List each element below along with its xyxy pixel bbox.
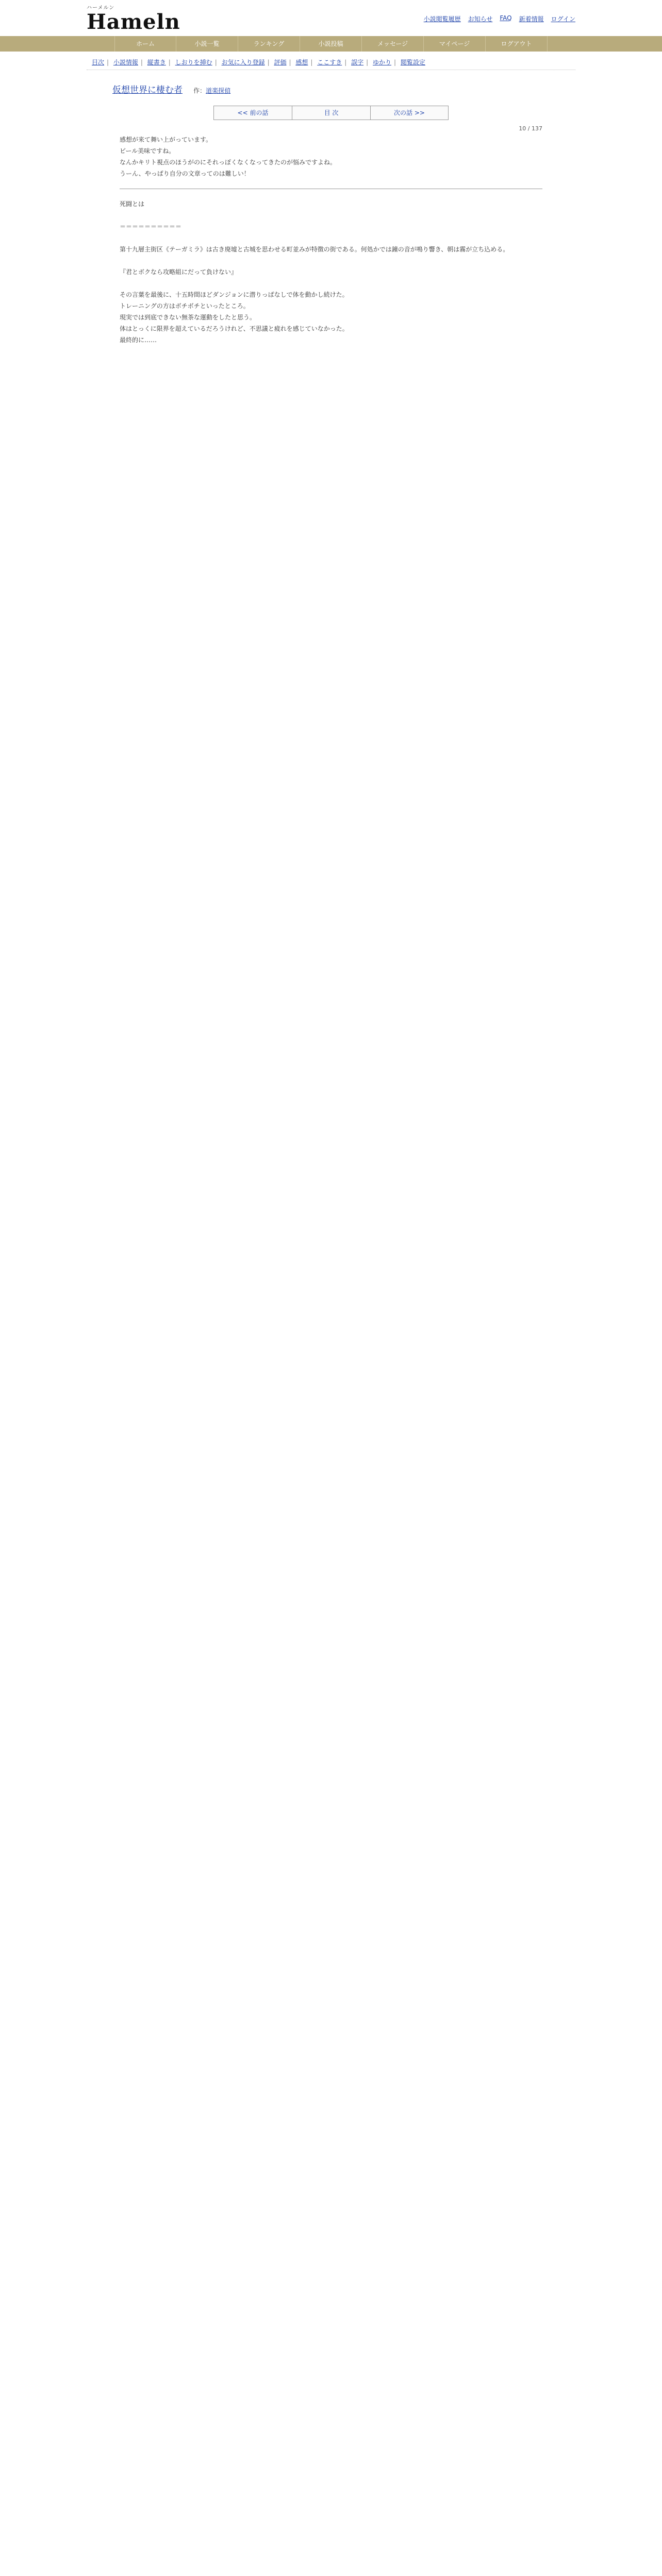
body-paragraph	[120, 278, 542, 289]
main-nav-logout[interactable]: ログアウト	[486, 36, 548, 52]
body-paragraph: 『君とボクなら攻略組にだって負けない』	[120, 268, 238, 276]
body-paragraph: 第十九層主街区《テーガミラ》は古き廃墟と古城を思わせる町並みが特徴の街である。何処かでは鐘の音が鳴り響き、朝は霧が立ち込める。	[120, 246, 509, 253]
top-link-updates[interactable]: 新着情報	[519, 15, 544, 23]
sub-nav-separator: |	[267, 59, 270, 66]
sub-nav-typo[interactable]: 誤字	[351, 59, 364, 66]
sub-nav-separator: |	[366, 59, 369, 66]
sub-nav-comments[interactable]: 感想	[295, 59, 308, 66]
sub-nav-separator: |	[107, 59, 109, 66]
prev-episode-button[interactable]: << 前の話	[213, 106, 292, 120]
body-paragraph: 体はとっくに限界を超えているだろうけれど、不思議と疲れを感じていなかった。	[120, 325, 349, 332]
episode-pager-top	[87, 106, 575, 120]
sub-nav-separator: |	[214, 59, 217, 66]
body-paragraph: その言葉を最後に、十五時間ほどダンジョンに潜りっぱなしで体を動かし続けた。	[120, 291, 349, 298]
novel-sub-nav	[87, 55, 575, 70]
body-paragraph: 現実では到底できない無茶な運動をしたと思う。	[120, 314, 256, 321]
sub-nav-rating[interactable]: 評価	[274, 59, 287, 66]
sub-nav-separator: |	[168, 59, 171, 66]
next-episode-button[interactable]: 次の話 >>	[370, 106, 449, 120]
novel-title[interactable]: 仮想世界に棲む者	[112, 85, 183, 95]
main-nav-mypage[interactable]: マイページ	[424, 36, 486, 52]
toc-button[interactable]: 目 次	[292, 106, 370, 120]
main-nav-messages[interactable]: メッセージ	[362, 36, 424, 52]
top-link-history[interactable]: 小説閲覧履歴	[423, 15, 461, 23]
body-paragraph	[120, 210, 542, 221]
body-paragraph: 最終的に……	[120, 336, 157, 344]
body-paragraph	[120, 232, 542, 244]
body-paragraph: ＝＝＝＝＝＝＝＝＝＝	[120, 223, 182, 230]
top-links	[417, 14, 575, 23]
sub-nav-favorite[interactable]: お気に入り登録	[221, 59, 265, 66]
main-nav-novels[interactable]: 小説一覧	[176, 36, 238, 52]
preface-paragraph: ビール美味ですね。	[120, 147, 175, 155]
site-tagline: ハーメルン	[87, 5, 115, 11]
author-link[interactable]: 道楽探偵	[206, 87, 231, 94]
main-content	[87, 70, 575, 346]
body-paragraph: 死闘とは	[120, 200, 145, 208]
sub-nav-separator: |	[140, 59, 143, 66]
page-count: 10 / 137	[519, 125, 542, 132]
author-line	[193, 87, 230, 94]
top-bar	[0, 0, 662, 36]
body-paragraph	[120, 255, 542, 266]
chapter-text	[120, 198, 542, 346]
sub-nav-kokosuki[interactable]: ここすき	[317, 59, 342, 66]
top-link-faq[interactable]: FAQ	[500, 14, 512, 22]
main-nav-ranking[interactable]: ランキング	[238, 36, 300, 52]
body-paragraph: トレーニングの方はボチボチといったところ。	[120, 302, 250, 310]
novel-body	[120, 134, 542, 346]
top-link-login[interactable]: ログイン	[551, 15, 575, 23]
author-label: 作：	[193, 87, 206, 94]
preface-paragraph: なんかキリト視点のほうがのにそれっぽくなくなってきたのが悩みですよね。	[120, 159, 337, 166]
preface	[120, 134, 542, 179]
top-link-news[interactable]: お知らせ	[468, 15, 493, 23]
sub-nav-settings[interactable]: 閲覧設定	[400, 59, 425, 66]
preface-paragraph: うーん、やっぱり自分の文章ってのは難しい！	[120, 170, 250, 177]
main-nav-post[interactable]: 小説投稿	[300, 36, 362, 52]
sub-nav-separator: |	[310, 59, 313, 66]
main-nav	[0, 36, 662, 52]
sub-nav-vertical[interactable]: 縦書き	[147, 59, 166, 66]
sub-nav-bookmark[interactable]: しおりを挿む	[175, 59, 212, 66]
sub-nav-toc[interactable]: 目次	[92, 59, 105, 66]
sub-nav-related[interactable]: ゆかり	[373, 59, 392, 66]
novel-header	[87, 70, 575, 100]
site-logo[interactable]	[87, 3, 180, 34]
sub-nav-separator: |	[394, 59, 396, 66]
logo-word: Hameln	[87, 10, 180, 34]
sub-nav-info[interactable]: 小説情報	[113, 59, 138, 66]
sub-nav-separator: |	[289, 59, 291, 66]
main-nav-home[interactable]: ホーム	[114, 36, 176, 52]
preface-paragraph: 感想が来て舞い上がっています。	[120, 136, 212, 143]
sub-nav-separator: |	[344, 59, 347, 66]
